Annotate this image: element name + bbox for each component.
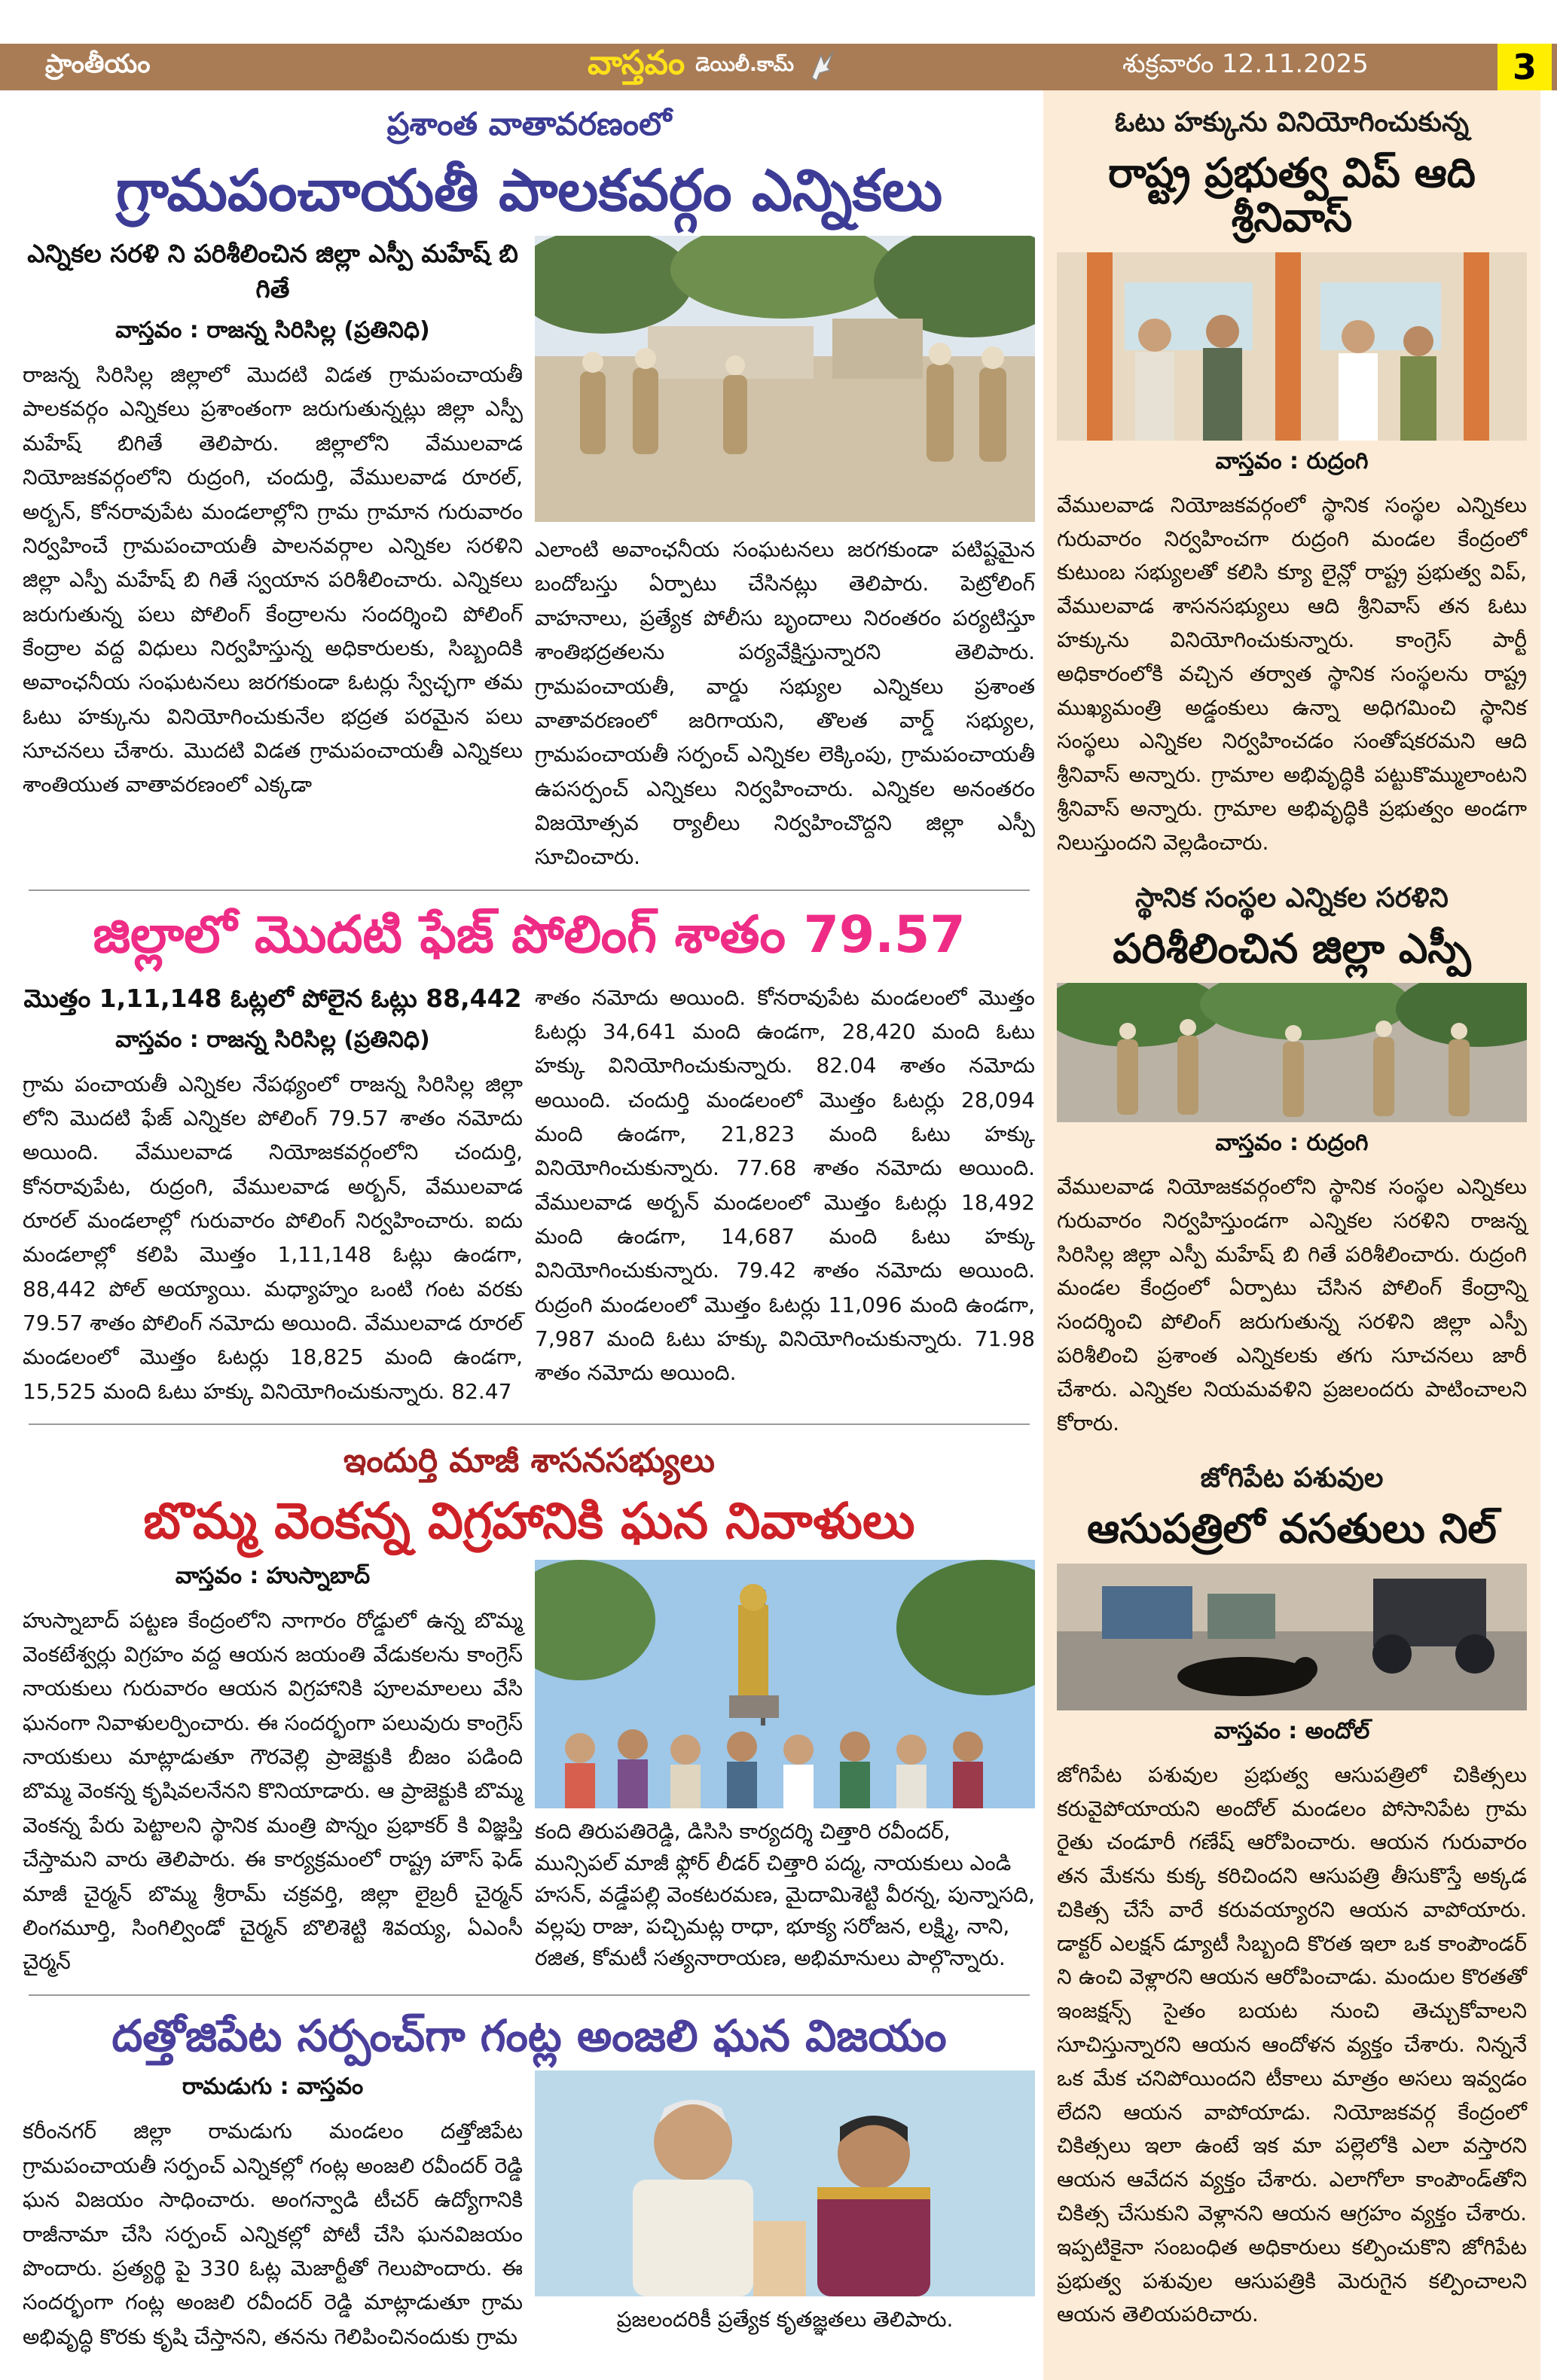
article4-photo <box>535 2070 1035 2296</box>
article1-body-col2: ఎలాంటి అవాంఛనీయ సంఘటనలు జరగకుండా పటిష్టమైన బందోబస్తు ఏర్పాటు చేసినట్లు తెలిపారు. పెట్రోలింగ్ వాహనాలు, ప్రత్యేక పోలీసు బృందాలు నిరంతరం పర్యటిస్తూ శాంతిభద్రతలను పర్యవేక్షిస్తున్నారని తెలిపారు. గ్రామపంచాయతీ, వార్డు సభ్యుల ఎన్నికలు ప్రశాంత వాతావరణంలో జరిగాయని, తొలత వార్డ్ సభ్యుల, గ్రామపంచాయతీ సర్పంచ్ ఎన్నికల లెక్కింపు, గ్రామపంచాయతీ ఉపసర్పంచ్ ఎన్నికలు నిర్వహించారు. ఎన్నికల అనంతరం విజయోత్సవ ర్యాలీలు నిర్వహించొద్దని జిల్లా ఎస్పీ సూచించారు. <box>535 537 1035 870</box>
page-header-bar <box>0 44 1557 90</box>
masthead <box>588 44 838 90</box>
article-anjali-victory <box>23 2009 1036 2354</box>
page-date: శుక్రవారం 12.11.2025 <box>1122 49 1369 79</box>
article4-headline: దత్తోజిపేట సర్పంచ్‌గా గంట్ల అంజలి ఘన విజయం <box>111 2009 947 2061</box>
sidebar3-byline: వాస్తవం : అందోల్ <box>1214 1717 1370 1744</box>
article4-body-col1: కరీంనగర్ జిల్లా రామడుగు మండలం దత్తోజిపేట గ్రామపంచాయతీ సర్పంచ్ ఎన్నికల్లో గంట్ల అంజలి రవీందర్ రెడ్డి ఘన విజయం సాధించారు. అంగన్వాడి టీచర్ ఉద్యోగానికి రాజీనామా చేసి సర్పంచ్ ఎన్నికల్లో పోటీ చేసి ఘనవిజయం పొందారు. ప్రత్యర్థి పై 330 ఓట్ల మెజార్టీతో గెలుపొందారు. ఈ సందర్భంగా గంట్ల అంజలి రవీందర్ రెడ్డి మాట్లాడుతూ గ్రామ అభివృద్ధి కొరకు కృషి చేస్తానని, తనను గెలిపించినందుకు గ్రామ <box>23 2119 523 2349</box>
article1-kicker: ప్రశాంత వాతావరణంలో <box>386 105 672 142</box>
masthead-suffix: డెయిలీ.కామ్ <box>695 53 794 76</box>
sidebar-article-whip-vote <box>1057 107 1527 860</box>
page-number: 3 <box>1497 44 1552 90</box>
sidebar2-photo <box>1057 983 1527 1122</box>
article3-headline: బొమ్మ వెంకన్న విగ్రహానికి ఘన నివాళులు <box>143 1492 915 1551</box>
sidebar2-body: వేములవాడ నియోజకవర్గంలోని స్థానిక సంస్థల ఎన్నికలు గురువారం నిర్వహిస్తుండగా ఎన్నికల సరళిని రాజన్న సిరిసిల్ల జిల్లా ఎస్పీ మహేష్ బి గితే పరిశీలించారు. రుద్రంగి మండల కేంద్రంలో ఏర్పాటు చేసిన పోలింగ్ కేంద్రాన్ని సందర్శించి పోలింగ్ జరుగుతున్న సరళిని జిల్లా ఎస్పీ పరిశీలించి ప్రశాంత ఎన్నికలకు తగు సూచనలు జారీ చేశారు. ఎన్నికల నియమవళిని ప్రజలందరు పాటించాలని కోరారు. <box>1057 1173 1527 1436</box>
article4-caption: ప్రజలందరికీ ప్రత్యేక కృతజ్ఞతలు తెలిపారు. <box>616 2307 954 2333</box>
article2-byline: వాస్తవం : రాజన్న సిరిసిల్ల (ప్రతినిధి) <box>115 1026 430 1053</box>
main-articles-region <box>23 90 1036 2380</box>
sidebar-article-sp-inspection <box>1057 883 1527 1441</box>
article-polling-percentage <box>23 905 1036 1408</box>
article4-byline: రామడుగు : వాస్తవం <box>182 2073 364 2101</box>
article-panchayat-elections <box>23 105 1036 874</box>
sidebar2-byline: వాస్తవం : రుద్రంగి <box>1215 1129 1369 1156</box>
sidebar3-photo <box>1057 1564 1527 1710</box>
divider <box>29 1423 1030 1425</box>
sidebar3-headline: ఆసుపత్రిలో వసతులు నిల్ <box>1087 1505 1497 1553</box>
sidebar1-headline: రాష్ట్ర ప్రభుత్వ విప్ ఆది శ్రీనివాస్ <box>1108 149 1476 242</box>
sidebar1-kicker: ఓటు హక్కును వినియోగించుకున్న <box>1115 107 1469 138</box>
divider <box>29 889 1030 891</box>
sidebar-region <box>1043 90 1540 2380</box>
article3-byline: వాస్తవం : హుస్నాబాద్ <box>175 1562 371 1589</box>
sidebar3-body: జోగిపేట పశువుల ప్రభుత్వ ఆసుపత్రిలో చికిత్సలు కరువైపోయాయని అందోల్ మండలం పోసానిపేట గ్రామ రైతు చండూరీ గణేష్ ఆరోపించారు. ఆయన గురువారం తన మేకను కుక్క కరిచిందని ఆసుపత్రి తీసుకొస్తే అక్కడ చికిత్స చేసే వారే కరువయ్యారని ఆయన వాపోయారు. డాక్టర్ ఎలక్షన్ డ్యూటీ సిబ్బంది కొరత ఇలా ఒక కాంపౌండర్ ని ఉంచి వెళ్లారని ఆయన ఆరోపించాడు. మందుల కొరతతో ఇంజక్షన్స్ సైతం బయట నుంచి తెచ్చుకోవాలని సూచిస్తున్నారని ఆయన ఆందోళన వ్యక్తం చేశారు. నిన్ననే ఒక మేక చనిపోయిందని టీకాలు మాత్రం అసలు ఇవ్వడం లేదని ఆయన వాపోయాడు. నియోజకవర్గ కేంద్రంలో చికిత్సలు ఇలా ఉంటే ఇక మా పల్లెలోకి ఎలా వస్తారని ఆయన ఆవేదన వ్యక్తం చేశారు. ఎలాగోలా కాంపౌండ్‌తోని చికిత్స చేసుకుని వెళ్లానని ఆయన ఆగ్రహం వ్యక్తం చేశారు. ఇప్పటికైనా సంబంధిత అధికారులు కల్పించుకొని జోగిపేట ప్రభుత్వ పశువుల ఆసుపత్రికి మెరుగైన కల్పించాలని ఆయన తెలియపరిచారు. <box>1057 1762 1527 2327</box>
article1-photo <box>535 236 1035 522</box>
article2-body-col1: గ్రామ పంచాయతీ ఎన్నికల నేపథ్యంలో రాజన్న సిరిసిల్ల జిల్లా లోని మొదటి ఫేజ్ ఎన్నికల పోలింగ్ 79.57 శాతం నమోదు అయింది. వేములవాడ నియోజకవర్గంలోని చందుర్తి, కోనరావుపేట, రుద్రంగి, వేములవాడ అర్బన్, వేములవాడ రూరల్ మండలాల్లో గురువారం పోలింగ్ నిర్వహించారు. ఐదు మండలాల్లో కలిపి మొత్తం 1,11,148 ఓట్లు ఉండగా, 88,442 పోల్ అయ్యాయి. మధ్యాహ్నం ఒంటి గంట వరకు 79.57 శాతం పోలింగ్ నమోదు అయింది. వేములవాడ రూరల్ మండలంలో మొత్తం ఓటర్లు 18,825 మంది ఉండగా, 15,525 మంది ఓటు హక్కు వినియోగించుకున్నారు. 82.47 <box>23 1071 523 1404</box>
article2-subhead: మొత్తం 1,11,148 ఓట్లలో పోలైన ఓట్లు 88,442 <box>23 983 522 1013</box>
article1-headline: గ్రామపంచాయతీ పాలకవర్గం ఎన్నికలు <box>115 157 943 224</box>
article1-byline: వాస్తవం : రాజన్న సిరిసిల్ల (ప్రతినిధి) <box>115 317 430 344</box>
masthead-title: వాస్తవం <box>588 44 685 82</box>
sidebar2-headline: పరిశీలించిన జిల్లా ఎస్పీ <box>1113 924 1471 972</box>
page-content <box>0 90 1557 2380</box>
sidebar1-byline: వాస్తవం : రుద్రంగి <box>1215 447 1369 474</box>
sidebar2-kicker: స్థానిక సంస్థల ఎన్నికల సరళిని <box>1135 882 1449 914</box>
article2-body-col2: శాతం నమోదు అయింది. కోనరావుపేట మండలంలో మొత్తం ఓటర్లు 34,641 మంది ఉండగా, 28,420 మంది ఓటు హక్కు వినియోగించుకున్నారు. 82.04 శాతం నమోదు అయింది. చందుర్తి మండలంలో మొత్తం ఓటర్లు 28,094 మంది ఉండగా, 21,823 మంది ఓటు హక్కు వినియోగించుకున్నారు. 77.68 శాతం నమోదు అయింది. వేములవాడ అర్బన్ మండలంలో మొత్తం ఓటర్లు 18,492 మంది ఉండగా, 14,687 మంది ఓటు హక్కు వినియోగించుకున్నారు. 79.42 శాతం నమోదు అయింది. రుద్రంగి మండలంలో మొత్తం ఓటర్లు 11,096 మంది ఉండగా, 7,987 మంది ఓటు హక్కు వినియోగించుకున్నారు. 71.98 శాతం నమోదు అయింది. <box>535 984 1035 1386</box>
article1-body-col1: రాజన్న సిరిసిల్ల జిల్లాలో మొదటి విడత గ్రామపంచాయతీ పాలకవర్గం ఎన్నికలు ప్రశాంతంగా జరుగుతున్నట్లు జిల్లా ఎస్పీ మహేష్ బిగితే తెలిపారు. జిల్లాలోని వేములవాడ నియోజకవర్గంలోని రుద్రంగి, చందుర్తి, వేములవాడ రూరల్, అర్బన్, కోనరావుపేట మండలాల్లోని గ్రామ గ్రామాన గురువారం నిర్వహించే గ్రామపంచాయతీ పాలనవర్గాల ఎన్నికల సరళిని జిల్లా ఎస్పీ మహేష్ బి గితే స్వయాన పరిశీలించారు. ఎన్నికలు జరుగుతున్న పలు పోలింగ్ కేంద్రాలను సందర్శించి పోలింగ్ కేంద్రాల వద్ద విధులు నిర్వహిస్తున్న అధికారులకు, సిబ్బందికి అవాంఛనీయ సంఘటనలు జరగకుండా ఓటర్లు స్వేచ్ఛగా తమ ఓటు హక్కును వినియోగించుకునేల భద్రత పరమైన పలు సూచనలు చేశారు. మొదటి విడత గ్రామపంచాయతీ ఎన్నికలు శాంతియుత వాతావరణంలో ఎక్కడా <box>23 362 523 798</box>
sidebar3-kicker: జోగిపేట పశువుల <box>1200 1463 1384 1494</box>
section-label: ప్రాంతీయం <box>45 49 151 79</box>
sidebar1-body: వేములవాడ నియోజకవర్గంలో స్థానిక సంస్థల ఎన్నికలు గురువారం నిర్వహించగా రుద్రంగి మండల కేంద్రంలో కుటుంబ సభ్యులతో కలిసి క్యూ లైన్లో రాష్ట్ర ప్రభుత్వ విప్, వేములవాడ శాసనసభ్యులు ఆది శ్రీనివాస్ తన ఓటు హక్కును వినియోగించుకున్నారు. కాంగ్రెస్ పార్టీ అధికారంలోకి వచ్చిన తర్వాత స్థానిక సంస్థలను రాష్ట్ర ముఖ్యమంత్రి అడ్డంకులు ఉన్నా అధిగమించి స్థానిక సంస్థలు ఎన్నికల నిర్వహించడం సంతోషకరమని ఆది శ్రీనివాస్ అన్నారు. గ్రామాల అభివృద్ధికి పట్టుకొమ్ములాంటని శ్రీనివాస్ అన్నారు. గ్రామాల అభివృద్ధికి ప్రభుత్వం అండగా నిలుస్తుందని వెల్లడించారు. <box>1057 492 1527 855</box>
article3-body-col2: కంది తిరుపతిరెడ్డి, డిసిసి కార్యదర్శి చిత్తారి రవీందర్, మున్సిపల్ మాజీ ఫ్లోర్ లీడర్ చిత్తారి పద్మ, నాయకులు ఎండి హసన్, వడ్డేపల్లి వెంకటరమణ, మైదామిశెట్టి వీరన్న, పున్నాసది, వల్లపు రాజు, పచ్చిమట్ల రాధా, భూక్య సరోజన, లక్ష్మి, నాని, రజిత, కోమటీ సత్యనారాయణ, అభిమానులు పాల్గొన్నారు. <box>535 1818 1035 1970</box>
article2-headline: జిల్లాలో మొదటి ఫేజ్ పోలింగ్ శాతం 79.57 <box>93 905 966 965</box>
article-venkanna-tributes <box>23 1442 1036 1979</box>
sidebar1-photo <box>1057 252 1527 441</box>
divider <box>29 1994 1030 1996</box>
article3-photo <box>535 1560 1035 1808</box>
masthead-bird-icon <box>804 47 838 87</box>
sidebar-article-hospital-facilities <box>1057 1463 1527 2332</box>
article3-kicker: ఇందుర్తి మాజీ శాసనసభ్యులు <box>343 1442 715 1481</box>
article1-subhead: ఎన్నికల సరళి ని పరిశీలించిన జిల్లా ఎస్పీ మహేష్ బి గితే <box>27 239 518 304</box>
article3-body-col1: హుస్నాబాద్ పట్టణ కేంద్రంలోని నాగారం రోడ్డులో ఉన్న బొమ్మ వెంకటేశ్వర్లు విగ్రహం వద్ద ఆయన జయంతి వేడుకలను కాంగ్రెస్ నాయకులు గురువారం ఆయన విగ్రహానికి పూలమాలలు వేసి ఘనంగా నివాళులర్పించారు. ఈ సందర్భంగా పలువురు కాంగ్రెస్ నాయకులు మాట్లాడుతూ గౌరవెల్లి ప్రాజెక్టుకి బీజం పడింది బొమ్మ వెంకన్న కృషివలనేనని కొనియాడారు. ఆ ప్రాజెక్టుకి బొమ్మ వెంకన్న పేరు పెట్టాలని స్థానిక మంత్రి పొన్నం ప్రభాకర్ కి విజ్ఞప్తి చేస్తామని వారు తెలిపారు. ఈ కార్యక్రమంలో రాష్ట్ర హౌస్ ఫెడ్ మాజీ చైర్మన్ బొమ్మ శ్రీరామ్ చక్రవర్తి, జిల్లా లైబ్రరీ చైర్మన్ లింగమూర్తి, సింగిల్విండో చైర్మన్ బొలిశెట్టి శివయ్య, ఏఎంసీ చైర్మన్ <box>23 1607 523 1975</box>
